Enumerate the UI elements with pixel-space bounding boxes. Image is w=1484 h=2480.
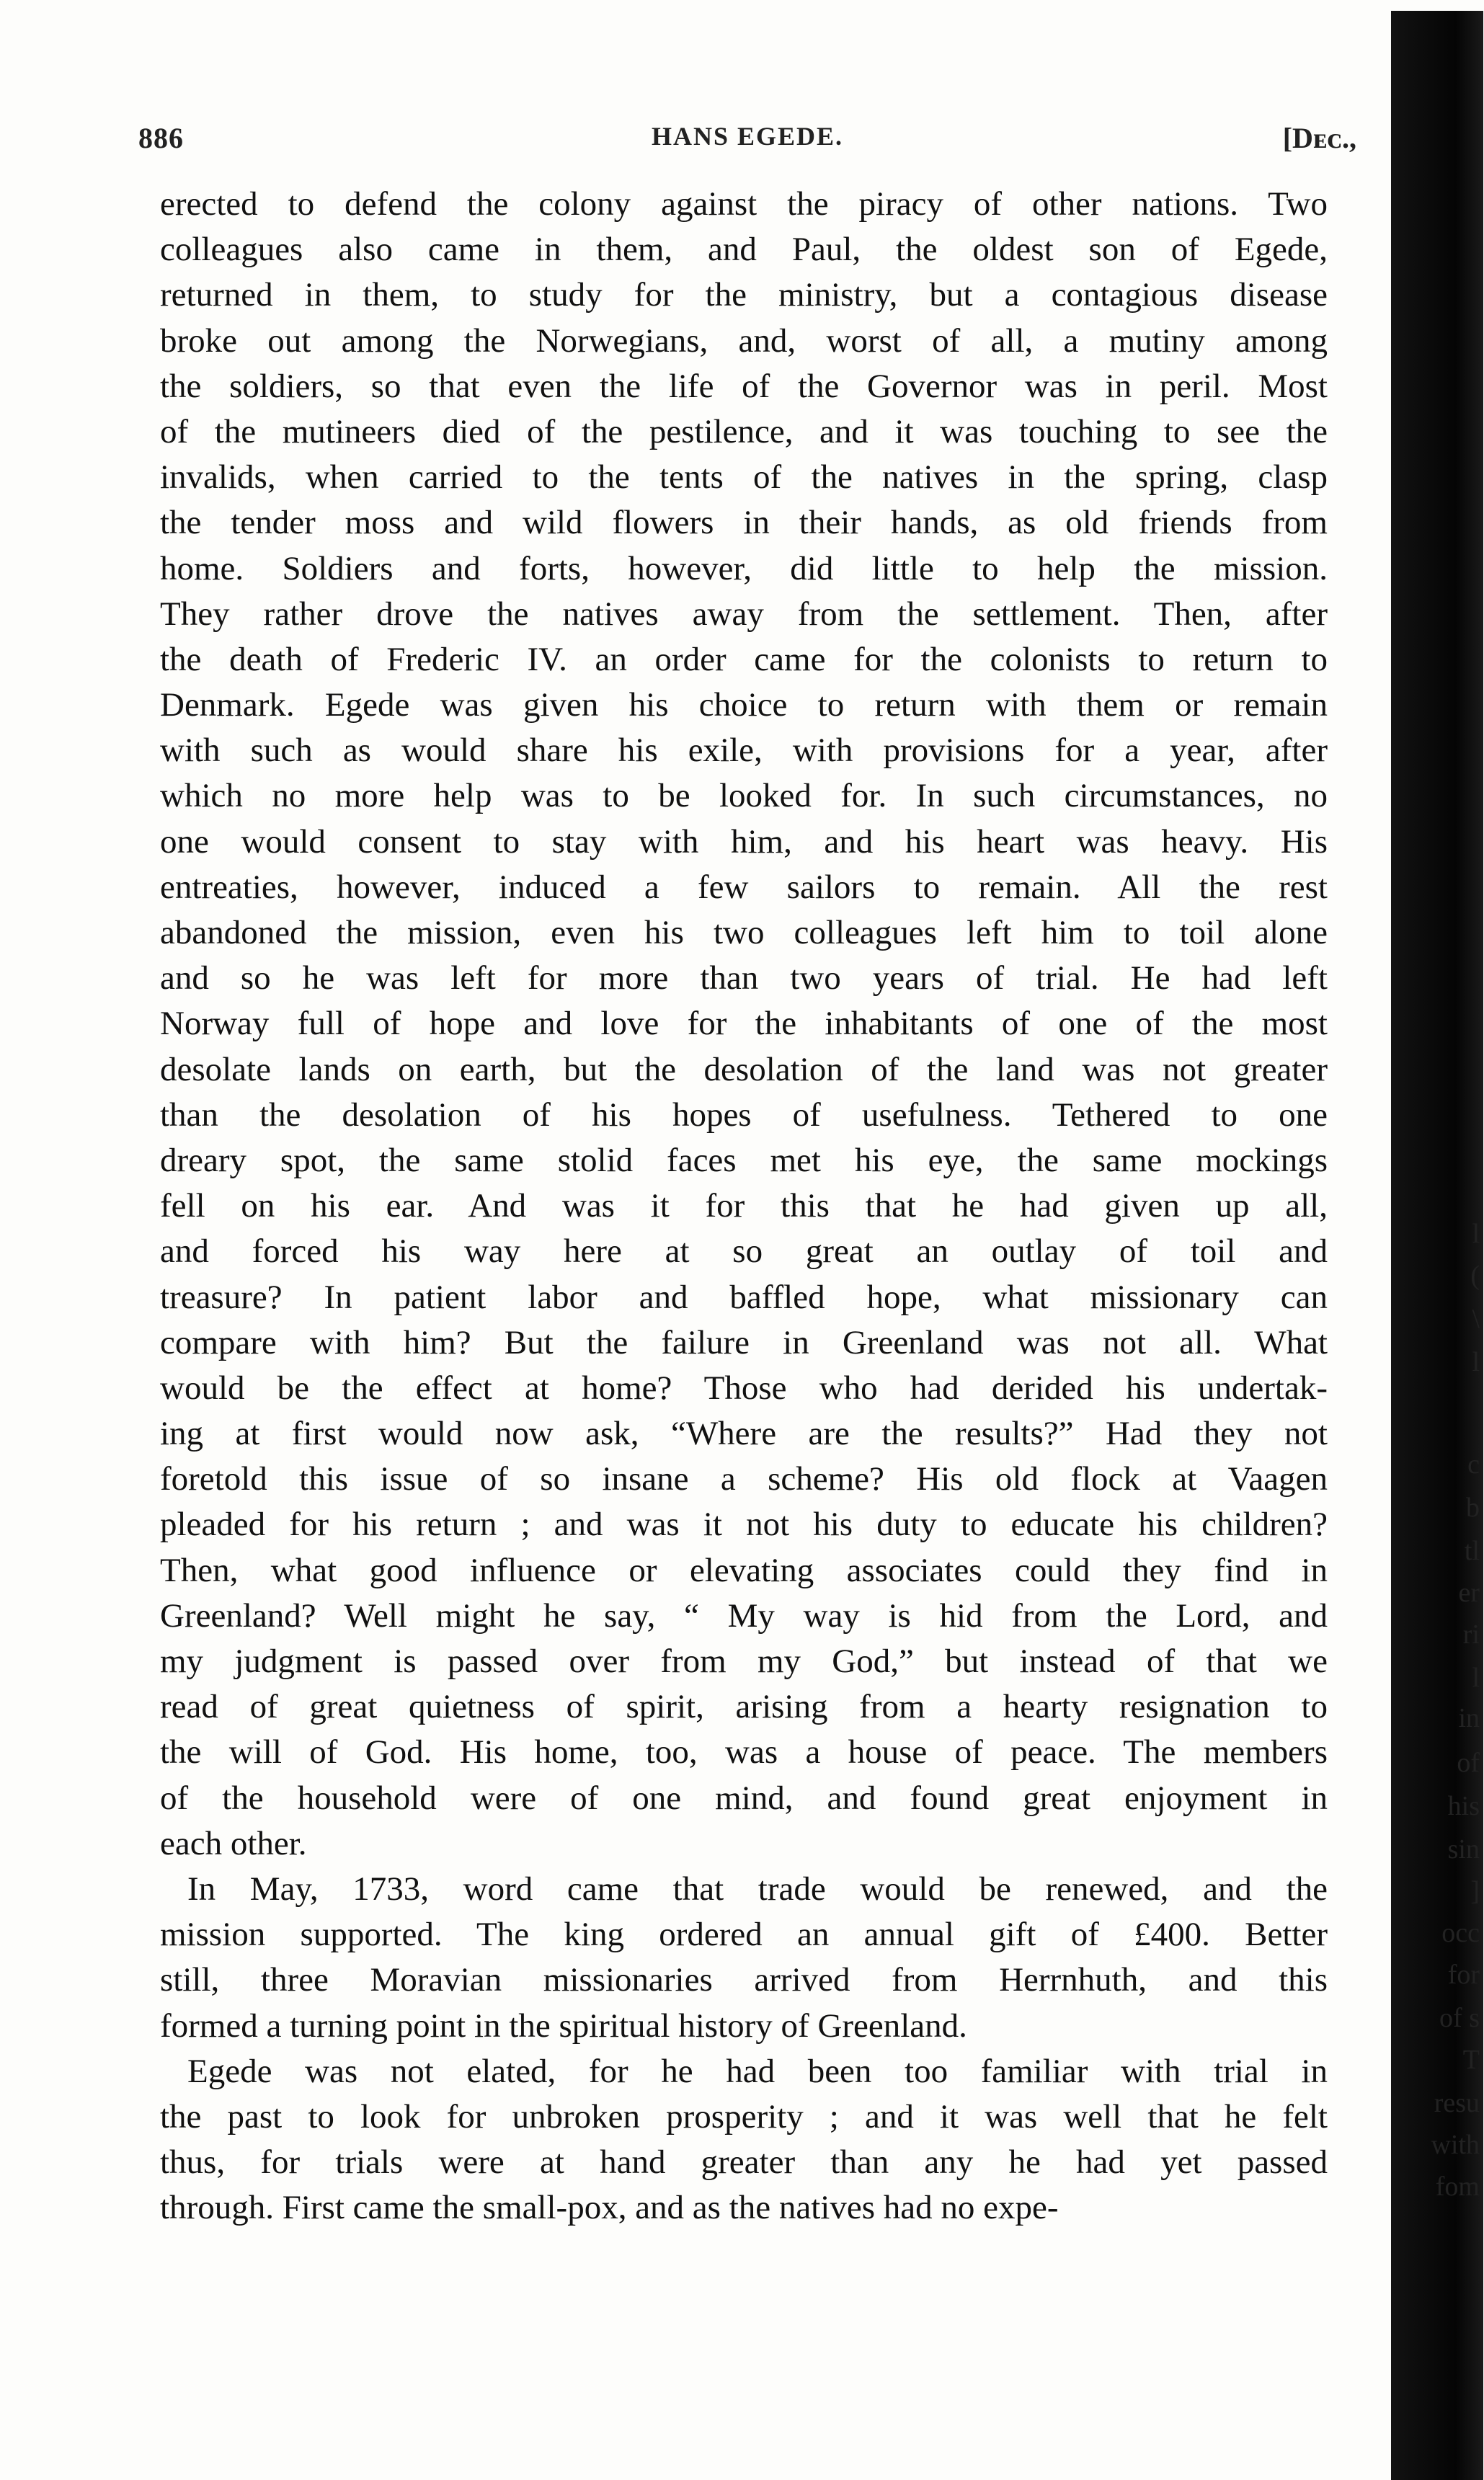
text-line: foretold this issue of so insane a scheme? His old flock at Vaagen (160, 1460, 1328, 1498)
text-line: ing at first would now ask, “Where are the results?” Had they not (160, 1415, 1328, 1453)
facing-page-fragment: ] (1470, 1876, 1480, 1906)
text-line: They rather drove the natives away from the settlement. Then, after (160, 595, 1328, 633)
text-line: broke out among the Norwegians, and, worst of all, a mutiny among (160, 321, 1328, 360)
text-line: thus, for trials were at hand greater than any he had yet passed (160, 2143, 1328, 2182)
facing-page-fragment: with (1431, 2130, 1480, 2160)
running-date: [Dᴇᴄ., (1282, 122, 1356, 154)
facing-page-fragment: resu (1434, 2088, 1480, 2118)
facing-page-fragment: sin (1447, 1834, 1480, 1865)
text-line: Then, what good influence or elevating associates could they find in (160, 1551, 1328, 1589)
facing-page-fragment: l (1472, 1347, 1480, 1377)
text-line: Norway full of hope and love for the inhabitants of one of the most (160, 1005, 1328, 1043)
text-line: desolate lands on earth, but the desolation of the land was not greater (160, 1050, 1328, 1088)
text-line: treasure? In patient labor and baffled hope, what missionary can (160, 1278, 1328, 1316)
facing-page-fragment: for (1447, 1960, 1480, 1990)
paragraph (160, 1867, 1328, 2049)
text-line: formed a turning point in the spiritual history of Greenland. (160, 2006, 967, 2045)
text-line: of the household were of one mind, and found great enjoyment in (160, 1779, 1328, 1817)
text-line: still, three Moravian missionaries arrived from Herrnhuth, and this (160, 1961, 1328, 1999)
body-text (160, 182, 1328, 2231)
text-line: mission supported. The king ordered an annual gift of £400. Better (160, 1916, 1328, 1954)
facing-page-fragment: \ (1472, 1304, 1480, 1334)
page-number: 886 (138, 122, 184, 154)
text-line: would be the effect at home? Those who had derided his undertak- (160, 1369, 1328, 1407)
facing-page-fragment: of s (1439, 2003, 1480, 2033)
facing-page-fragment: c (1467, 1449, 1480, 1480)
facing-page-fragment: occ (1441, 1918, 1480, 1948)
text-line: the soldiers, so that even the life of the Governor was in peril. Most (160, 367, 1328, 405)
text-line: the death of Frederic IV. an order came for the colonists to return to (160, 640, 1328, 678)
text-line: and forced his way here at so great an outlay of toil and (160, 1232, 1328, 1271)
text-line: fell on his ear. And was it for this that he had given up all, (160, 1187, 1328, 1225)
text-line: erected to defend the colony against the piracy of other nations. Two (160, 185, 1328, 223)
running-header (138, 121, 1356, 164)
text-line: through. First came the small-pox, and as the natives had no expe- (160, 2189, 1059, 2227)
text-line: the tender moss and wild flowers in their hands, as old friends from (160, 504, 1328, 542)
text-line: compare with him? But the failure in Greenland was not all. What (160, 1323, 1328, 1361)
text-line: the will of God. His home, too, was a house of peace. The members (160, 1733, 1328, 1772)
text-line: dreary spot, the same stolid faces met his eye, the same mockings (160, 1141, 1328, 1179)
facing-page-fragment: b (1466, 1493, 1480, 1523)
paragraph (160, 2049, 1328, 2231)
facing-page-fragment: T (1462, 2045, 1480, 2075)
text-line: with such as would share his exile, with provisions for a year, after (160, 732, 1328, 770)
text-line: entreaties, however, induced a few sailors to remain. All the rest (160, 868, 1328, 906)
text-line: In May, 1733, word came that trade would be renewed, and the (187, 1870, 1328, 1908)
text-line: my judgment is passed over from my God,” but instead of that we (160, 1643, 1328, 1680)
facing-page-fragment: his (1447, 1791, 1480, 1821)
running-title: HANS EGEDE. (651, 122, 844, 151)
text-line: which no more help was to be looked for. In such circumstances, no (160, 777, 1328, 815)
facing-page-fragment: fom (1435, 2172, 1480, 2202)
text-line: pleaded for his return ; and was it not his duty to educate his children? (160, 1506, 1328, 1544)
facing-page-fragment: er (1458, 1578, 1480, 1608)
facing-page-fragment: ri (1462, 1619, 1480, 1650)
facing-page-fragment: ( (1470, 1261, 1480, 1291)
text-line: one would consent to stay with him, and his heart was heavy. His (160, 822, 1328, 861)
text-line: the past to look for unbroken prosperity ; and it was well that he felt (160, 2097, 1328, 2135)
facing-page-fragment: in (1458, 1703, 1480, 1733)
facing-page-fragment: l (1472, 1219, 1480, 1249)
text-line: abandoned the mission, even his two colleagues left him to toil alone (160, 914, 1328, 951)
text-line: invalids, when carried to the tents of the natives in the spring, clasp (160, 458, 1328, 497)
facing-page-fragment: l (1472, 1663, 1480, 1693)
text-line: each other. (160, 1824, 307, 1862)
text-line: returned in them, to study for the ministry, but a contagious disease (160, 276, 1328, 314)
facing-page-fragments (1384, 1182, 1484, 2202)
text-line: Denmark. Egede was given his choice to return with them or remain (160, 686, 1328, 724)
text-line: home. Soldiers and forts, however, did little to help the mission. (160, 549, 1328, 587)
text-line: than the desolation of his hopes of usefulness. Tethered to one (160, 1095, 1328, 1134)
paragraph (160, 182, 1328, 1867)
text-line: Egede was not elated, for he had been too familiar with trial in (187, 2052, 1328, 2090)
text-line: colleagues also came in them, and Paul, the oldest son of Egede, (160, 231, 1328, 269)
text-line: of the mutineers died of the pestilence, and it was touching to see the (160, 412, 1328, 450)
facing-page-fragment: tl (1464, 1536, 1480, 1566)
text-line: read of great quietness of spirit, arising from a hearty resignation to (160, 1688, 1328, 1726)
text-line: and so he was left for more than two years of trial. He had left (160, 959, 1328, 997)
text-line: Greenland? Well might he say, “ My way is hid from the Lord, and (160, 1596, 1328, 1635)
facing-page-fragment: of (1457, 1748, 1480, 1778)
